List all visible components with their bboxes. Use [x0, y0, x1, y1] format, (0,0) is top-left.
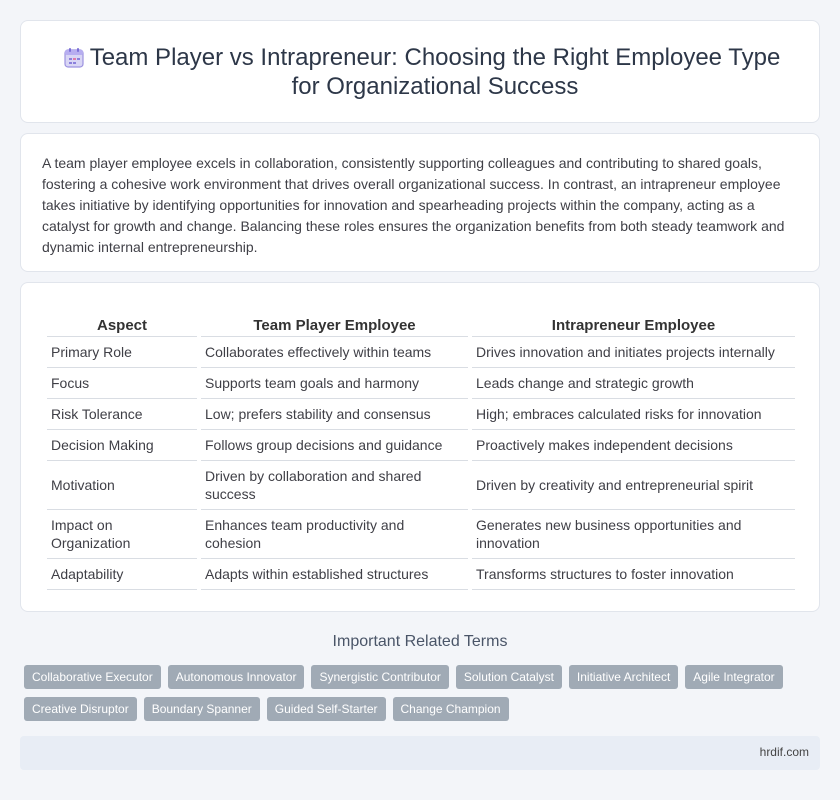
table-cell-aspect: Motivation: [47, 461, 197, 510]
related-term-tag[interactable]: Synergistic Contributor: [311, 665, 448, 689]
intro-paragraph: A team player employee excels in collaboration, consistently supporting colleagues and contributing to shared goals, fostering a cohesive work environment that drives overall organizational success. In contrast, an intrapreneur employee takes initiative by identifying opportunities for innovation and spearheading projects within the company, acting as a catalyst for growth and change. Balancing these roles ensures the organization benefits from both steady teamwork and dynamic internal entrepreneurship.: [42, 155, 785, 255]
table-cell-team-player: Supports team goals and harmony: [201, 368, 468, 399]
table-cell-intrapreneur: Generates new business opportunities and innovation: [472, 510, 795, 559]
table-cell-aspect: Focus: [47, 368, 197, 399]
comparison-table: [43, 313, 799, 590]
related-term-tag[interactable]: Collaborative Executor: [24, 665, 161, 689]
table-cell-intrapreneur: Proactively makes independent decisions: [472, 430, 795, 461]
table-row: [47, 510, 795, 559]
table-cell-team-player: Enhances team productivity and cohesion: [201, 510, 468, 559]
table-row: [47, 368, 795, 399]
page-title: Team Player vs Intrapreneur: Choosing the Right Employee Type for Organizational Success: [89, 44, 781, 100]
table-row: [47, 559, 795, 590]
related-term-tag[interactable]: Initiative Architect: [569, 665, 678, 689]
table-row: [47, 337, 795, 368]
related-terms-title: Important Related Terms: [332, 633, 508, 650]
footer-site-link[interactable]: hrdif.com: [759, 745, 809, 759]
table-cell-intrapreneur: Drives innovation and initiates projects internally: [472, 337, 795, 368]
related-terms-tags: [24, 665, 804, 721]
table-cell-team-player: Driven by collaboration and shared success: [201, 461, 468, 510]
table-cell-team-player: Collaborates effectively within teams: [201, 337, 468, 368]
table-cell-team-player: Adapts within established structures: [201, 559, 468, 590]
related-term-tag[interactable]: Change Champion: [393, 697, 509, 721]
table-cell-intrapreneur: Leads change and strategic growth: [472, 368, 795, 399]
table-cell-intrapreneur: Driven by creativity and entrepreneurial spirit: [472, 461, 795, 510]
related-term-tag[interactable]: Boundary Spanner: [144, 697, 260, 721]
column-header-aspect: Aspect: [47, 313, 197, 337]
intro-card: [20, 133, 820, 272]
related-term-tag[interactable]: Guided Self-Starter: [267, 697, 386, 721]
table-header-row: [47, 313, 795, 337]
table-cell-team-player: Follows group decisions and guidance: [201, 430, 468, 461]
table-row: [47, 399, 795, 430]
related-term-tag[interactable]: Agile Integrator: [685, 665, 782, 689]
table-cell-team-player: Low; prefers stability and consensus: [201, 399, 468, 430]
column-header-intrapreneur: Intrapreneur Employee: [472, 313, 795, 337]
table-row: [47, 430, 795, 461]
table-cell-aspect: Decision Making: [47, 430, 197, 461]
table-cell-aspect: Risk Tolerance: [47, 399, 197, 430]
related-term-tag[interactable]: Solution Catalyst: [456, 665, 562, 689]
comparison-card: [20, 282, 820, 612]
related-term-tag[interactable]: Autonomous Innovator: [168, 665, 305, 689]
related-term-tag[interactable]: Creative Disruptor: [24, 697, 137, 721]
footer: [20, 736, 820, 770]
table-cell-intrapreneur: Transforms structures to foster innovation: [472, 559, 795, 590]
table-cell-aspect: Primary Role: [47, 337, 197, 368]
table-row: [47, 461, 795, 510]
title-card: [20, 20, 820, 123]
table-cell-intrapreneur: High; embraces calculated risks for innovation: [472, 399, 795, 430]
table-cell-aspect: Impact on Organization: [47, 510, 197, 559]
table-cell-aspect: Adaptability: [47, 559, 197, 590]
column-header-team-player: Team Player Employee: [201, 313, 468, 337]
